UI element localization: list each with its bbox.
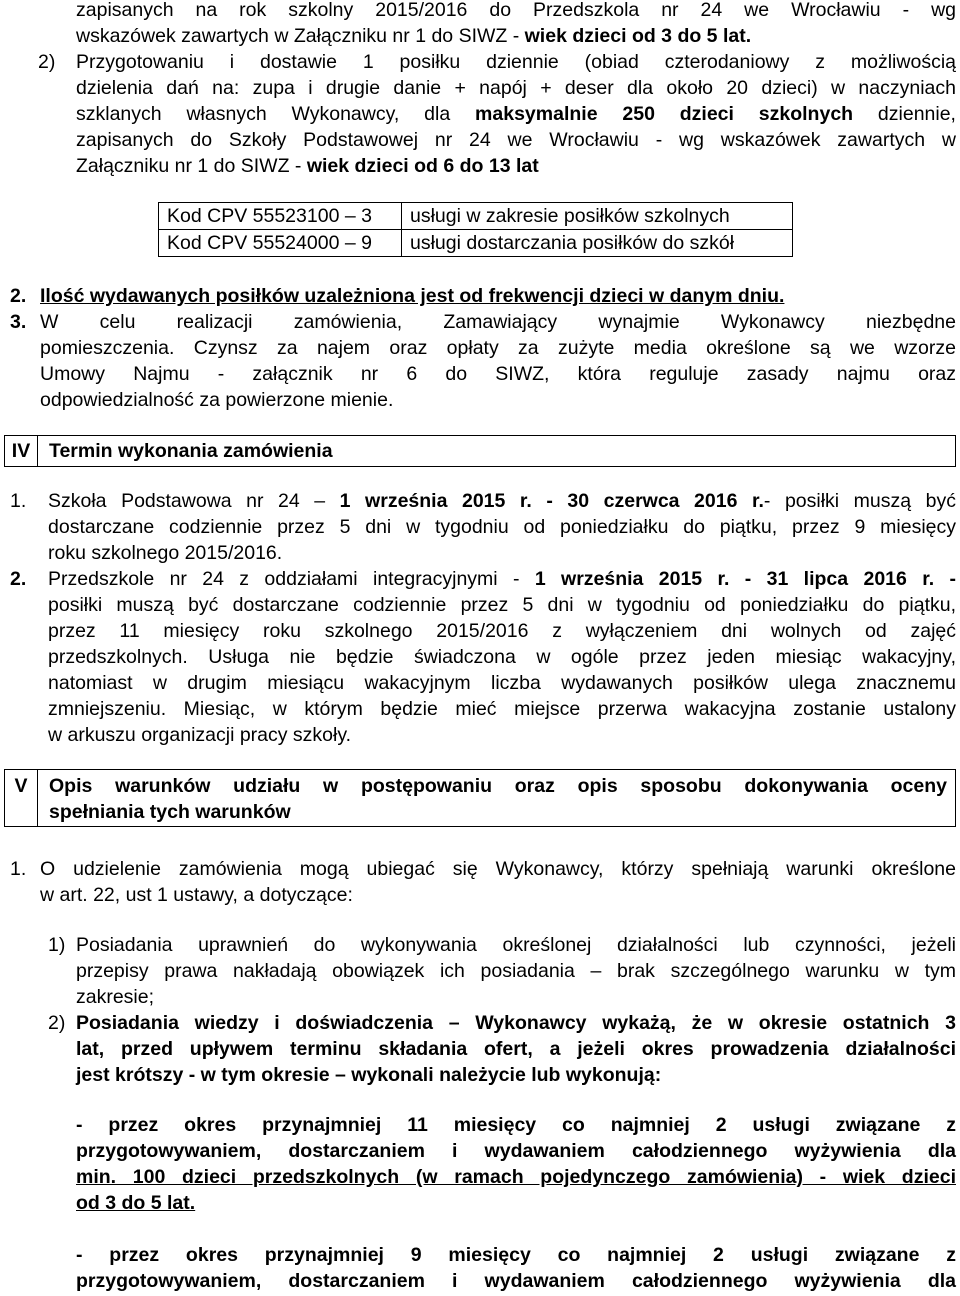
text: dzielenia dań na: zupa i drugie danie + napój + deser dla około 20 dzieci) w naczyniach xyxy=(76,77,956,99)
item-number xyxy=(10,309,26,335)
iv1-line-1 xyxy=(48,488,956,514)
v1-2-line-3: jest krótszy - w tym okresie – wykonali należycie lub wykonują: xyxy=(76,1064,662,1086)
iv2-line-3 xyxy=(48,618,956,644)
text: 2. xyxy=(10,285,27,307)
text: przepisy prawa nakładają obowiązek ich posiadania – brak szczególnego warunku w tym xyxy=(76,960,956,982)
v1-1-line-3: zakresie; xyxy=(76,986,155,1008)
text: Posiadania uprawnień do wykonywania określonej działalności lub czynności, jeżeli xyxy=(76,934,956,956)
age-range-school: wiek dzieci od 6 do 13 lat xyxy=(306,155,539,177)
text: Kod CPV xyxy=(167,204,253,227)
section-title: Termin wykonania zamówienia xyxy=(49,440,333,462)
item-number: 1) xyxy=(48,934,66,956)
cpv-code xyxy=(159,203,402,230)
iv2-line-4 xyxy=(48,644,956,670)
text: szklanych własnych Wykonawcy, dla xyxy=(76,103,476,125)
item-number xyxy=(10,283,26,309)
date-range-bold: 1 września 2015 r. - 30 czerwca 2016 r. xyxy=(339,490,764,512)
req1-line-2 xyxy=(76,1138,956,1164)
v1-1-line-2 xyxy=(76,958,956,984)
iv1-line-2 xyxy=(48,514,956,540)
text: przygotowywaniem, dostarczaniem i wydawaniem całodziennego wyżywienia dla xyxy=(76,1270,956,1292)
v1-2-line-2 xyxy=(76,1036,956,1062)
req2-line-2 xyxy=(76,1268,956,1294)
text: dostarczane codziennie przez 5 dni w tygodniu od poniedziałku do piątku, przez 9 miesięcy xyxy=(48,516,956,538)
text: - przez okres przynajmniej 9 miesięcy co najmniej 2 usługi związane z xyxy=(76,1244,956,1266)
text: Szkoła Podstawowa nr 24 – xyxy=(48,490,340,512)
text: Przygotowaniu i dostawie 1 posiłku dziennie (obiad czterodaniowy z możliwością xyxy=(76,51,956,73)
p2-line-1 xyxy=(76,49,956,75)
iv2-line-1 xyxy=(48,566,956,592)
top-line-2 xyxy=(76,23,751,49)
s3-line-2 xyxy=(40,335,956,361)
s3-line-1 xyxy=(40,309,956,335)
text: 55524 xyxy=(252,231,307,254)
text: 100 – 3 xyxy=(306,204,372,227)
cpv-description: usługi dostarczania posiłków do szkół xyxy=(402,230,793,257)
p2-line-4 xyxy=(76,127,956,153)
req2-line-1 xyxy=(76,1242,956,1268)
section-number: IV xyxy=(5,436,38,466)
text: 000 – 9 xyxy=(306,231,372,254)
section-v-header xyxy=(4,769,956,827)
text: Ilość wydawanych posiłków uzależniona jest od frekwencji dzieci w danym dniu. xyxy=(40,285,785,307)
item-number: 1. xyxy=(10,490,27,512)
text: - przez okres przynajmniej 11 miesięcy co najmniej 2 usługi związane z xyxy=(76,1114,956,1136)
text: O udzielenie zamówienia mogą ubiegać się Wykonawcy, którzy spełniają warunki określone xyxy=(40,858,956,880)
text: 55523 xyxy=(252,204,307,227)
text: wskazówek zawartych w Załączniku nr 1 do SIWZ - xyxy=(76,25,525,47)
item-number: 1. xyxy=(10,858,27,880)
text: Umowy Najmu - załącznik nr 6 do SIWZ, która reguluje zasady najmu oraz xyxy=(40,363,956,385)
req1-line-1 xyxy=(76,1112,956,1138)
p2-line-2 xyxy=(76,75,956,101)
top-line-1 xyxy=(76,0,956,23)
age-range-preschool: wiek dzieci od 3 do 5 lat. xyxy=(524,25,752,47)
text: 3. xyxy=(10,311,27,333)
max-children-bold: maksymalnie 250 dzieci szkolnych xyxy=(475,103,854,125)
p2-line-3 xyxy=(76,101,956,127)
s3-line-4: odpowiedzialność za powierzone mienie. xyxy=(40,389,394,411)
cpv-code xyxy=(159,230,402,257)
text: zapisanych na rok szkolny 2015/2016 do Przedszkola nr 24 we Wrocławiu - wg xyxy=(76,0,956,21)
section-title-line-2: spełniania tych warunków xyxy=(49,801,291,823)
text: pomieszczenia. Czynsz za najem oraz opłaty za zużyte media określone są we wzorze xyxy=(40,337,956,359)
v1-line-2: w art. 22, ust 1 ustawy, a dotyczące: xyxy=(40,884,353,906)
iv2-line-6 xyxy=(48,696,956,722)
text: przez 11 miesięcy roku szkolnego 2015/2016 z wyłączeniem dni wolnych od zajęć xyxy=(48,620,956,642)
v1-2-line-1 xyxy=(76,1010,956,1036)
cpv-row xyxy=(159,203,793,230)
section-number: V xyxy=(5,770,38,826)
text: lat, przed upływem terminu składania ofert, a jeżeli okres prowadzenia działalności xyxy=(76,1038,956,1060)
text: Kod CPV xyxy=(167,231,253,254)
text: Posiadania wiedzy i doświadczenia – Wykonawcy wykażą, że w okresie ostatnich 3 xyxy=(76,1012,956,1034)
text: 2. xyxy=(10,568,27,590)
cpv-description: usługi w zakresie posiłków szkolnych xyxy=(402,203,793,230)
iv2-line-5 xyxy=(48,670,956,696)
cpv-table xyxy=(158,202,793,257)
text: Przedszkole nr 24 z oddziałami integracyjnymi - xyxy=(48,568,535,590)
text: przedszkolnych. Usługa nie będzie świadczona w ogóle przez jeden miesiąc wakacyjny, xyxy=(48,646,956,668)
quantity-note xyxy=(40,283,784,309)
text: dziennie, xyxy=(853,103,956,125)
item-number: 2) xyxy=(38,51,56,73)
p2-line-5 xyxy=(76,153,539,179)
iv2-line-2 xyxy=(48,592,956,618)
text: min. 100 dzieci przedszkolnych (w ramach pojedynczego zamówienia) - wiek dzieci xyxy=(76,1166,956,1188)
text: W celu realizacji zamówienia, Zamawiający wynajmie Wykonawcy niezbędne xyxy=(40,311,956,333)
cpv-row xyxy=(159,230,793,257)
text: natomiast w drugim miesiącu wakacyjnym liczba wydawanych posiłków ulega znacznemu xyxy=(48,672,956,694)
section-iv-header xyxy=(4,435,956,467)
iv2-line-7: w arkuszu organizacji pracy szkoły. xyxy=(48,724,352,746)
text: przygotowywaniem, dostarczaniem i wydawaniem całodziennego wyżywienia dla xyxy=(76,1140,956,1162)
text: Opis warunków udziału w postępowaniu oraz opis sposobu dokonywania oceny xyxy=(49,775,947,797)
iv1-line-3: roku szkolnego 2015/2016. xyxy=(48,542,283,564)
text: zapisanych do Szkoły Podstawowej nr 24 we Wrocławiu - wg wskazówek zawartych w xyxy=(76,129,956,151)
s3-line-3 xyxy=(40,361,956,387)
text: - posiłki muszą być xyxy=(763,490,956,512)
v1-line-1 xyxy=(40,856,956,882)
v1-1-line-1 xyxy=(76,932,956,958)
req1-line-3 xyxy=(76,1164,956,1190)
req1-line-4: od 3 do 5 lat. xyxy=(76,1192,196,1214)
date-range-bold: 1 września 2015 r. - 31 lipca 2016 r. - xyxy=(534,568,956,590)
text: zmniejszeniu. Miesiąc, w którym będzie mieć miejsce przerwa wakacyjna zostanie ustalony xyxy=(48,698,956,720)
text: posiłki muszą być dostarczane codziennie przez 5 dni w tygodniu od poniedziałku do piątku, xyxy=(48,594,956,616)
item-number: 2) xyxy=(48,1012,66,1034)
text: Załączniku nr 1 do SIWZ - xyxy=(76,155,307,177)
item-number xyxy=(10,566,26,592)
section-title-line-1 xyxy=(49,773,947,799)
